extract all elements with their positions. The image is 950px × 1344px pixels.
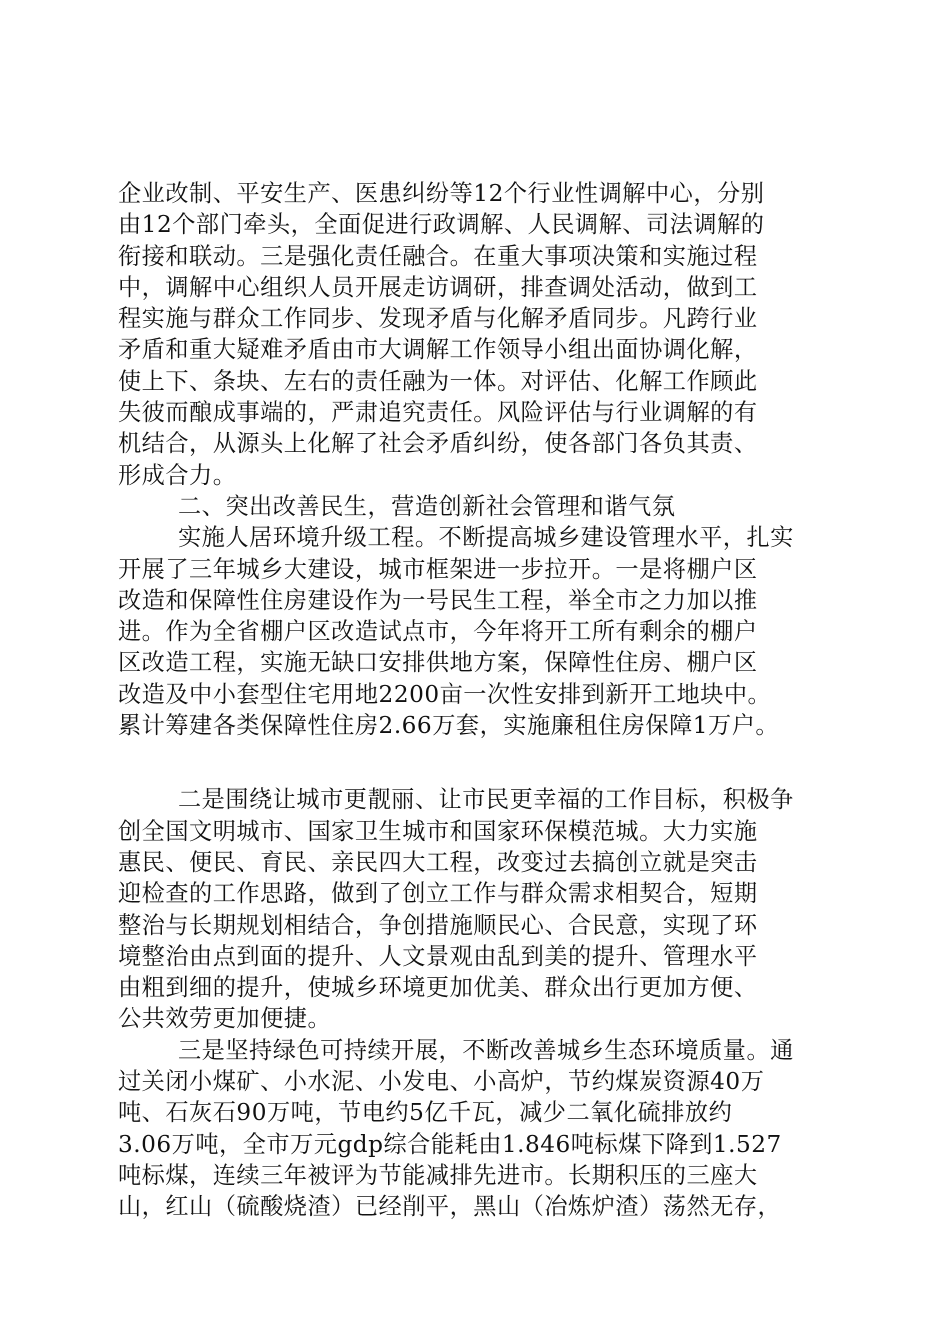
text-line: 迎检查的工作思路，做到了创立工作与群众需求相契合，短期	[118, 880, 758, 908]
paragraph-spacer	[118, 741, 832, 784]
paragraph-2	[118, 522, 832, 741]
text-line: 吨标煤，连续三年被评为节能减排先进市。长期积压的三座大	[118, 1161, 758, 1189]
text-line: 改造和保障性住房建设作为一号民生工程，举全市之力加以推	[118, 586, 758, 614]
text-line: 进。作为全省棚户区改造试点市，今年将开工所有剩余的棚户	[118, 618, 758, 646]
text-line: 吨、石灰石90万吨，节电约5亿千瓦，减少二氧化硫排放约	[118, 1099, 733, 1127]
text-line: 企业改制、平安生产、医患纠纷等12个行业性调解中心，分别	[118, 180, 765, 207]
text-line: 公共效劳更加便捷。	[118, 1005, 332, 1033]
text-line: 机结合，从源头上化解了社会矛盾纠纷，使各部门各负其责、	[118, 430, 758, 458]
text-line: 由粗到细的提升，使城乡环境更加优美、群众出行更加方便、	[118, 974, 758, 1002]
document-body	[118, 178, 832, 1223]
text-line: 整治与长期规划相结合，争创措施顺民心、合民意，实现了环	[118, 911, 758, 939]
text-line: 失彼而酿成事端的，严肃追究责任。风险评估与行业调解的有	[118, 399, 758, 427]
text-line: 中，调解中心组织人员开展走访调研，排查调处活动，做到工	[118, 273, 758, 301]
text-line: 由12个部门牵头，全面促进行政调解、人民调解、司法调解的	[118, 211, 765, 239]
text-line: 累计筹建各类保障性住房2.66万套，实施廉租住房保障1万户。	[118, 712, 780, 740]
paragraph-1	[118, 178, 832, 491]
text-line: 矛盾和重大疑难矛盾由市大调解工作领导小组出面协调化解，	[118, 336, 758, 364]
text-line: 衔接和联动。三是强化责任融合。在重大事项决策和实施过程	[118, 242, 758, 270]
text-line: 境整治由点到面的提升、人文景观由乱到美的提升、管理水平	[118, 942, 758, 970]
text-line: 创全国文明城市、国家卫生城市和国家环保模范城。大力实施	[118, 817, 758, 845]
text-line: 开展了三年城乡大建设，城市框架进一步拉开。一是将棚户区	[118, 555, 758, 583]
paragraph-4	[118, 1035, 832, 1223]
text-line: 3.06万吨，全市万元gdp综合能耗由1.846吨标煤下降到1.527	[118, 1130, 782, 1158]
text-line: 改造及中小套型住宅用地2200亩一次性安排到新开工地块中。	[118, 680, 772, 708]
text-line: 惠民、便民、育民、亲民四大工程，改变过去搞创立就是突击	[118, 848, 758, 876]
text-line: 二是围绕让城市更靓丽、让市民更幸福的工作目标，积极争	[178, 786, 794, 814]
text-line: 实施人居环境升级工程。不断提高城乡建设管理水平，扎实	[178, 524, 794, 552]
paragraph-3	[118, 784, 832, 1034]
text-line: 使上下、条块、左右的责任融为一体。对评估、化解工作顾此	[118, 367, 758, 395]
text-line: 形成合力。	[118, 461, 237, 489]
section-heading: 二、突出改善民生，营造创新社会管理和谐气氛	[178, 492, 676, 520]
text-line: 三是坚持绿色可持续开展，不断改善城乡生态环境质量。通	[178, 1036, 794, 1064]
text-line: 程实施与群众工作同步、发现矛盾与化解矛盾同步。凡跨行业	[118, 305, 758, 333]
text-line: 过关闭小煤矿、小水泥、小发电、小高炉，节约煤炭资源40万	[118, 1068, 765, 1096]
text-line: 山，红山（硫酸烧渣）已经削平，黑山（冶炼炉渣）荡然无存，	[118, 1193, 782, 1221]
text-line: 区改造工程，实施无缺口安排供地方案，保障性住房、棚户区	[118, 649, 758, 677]
